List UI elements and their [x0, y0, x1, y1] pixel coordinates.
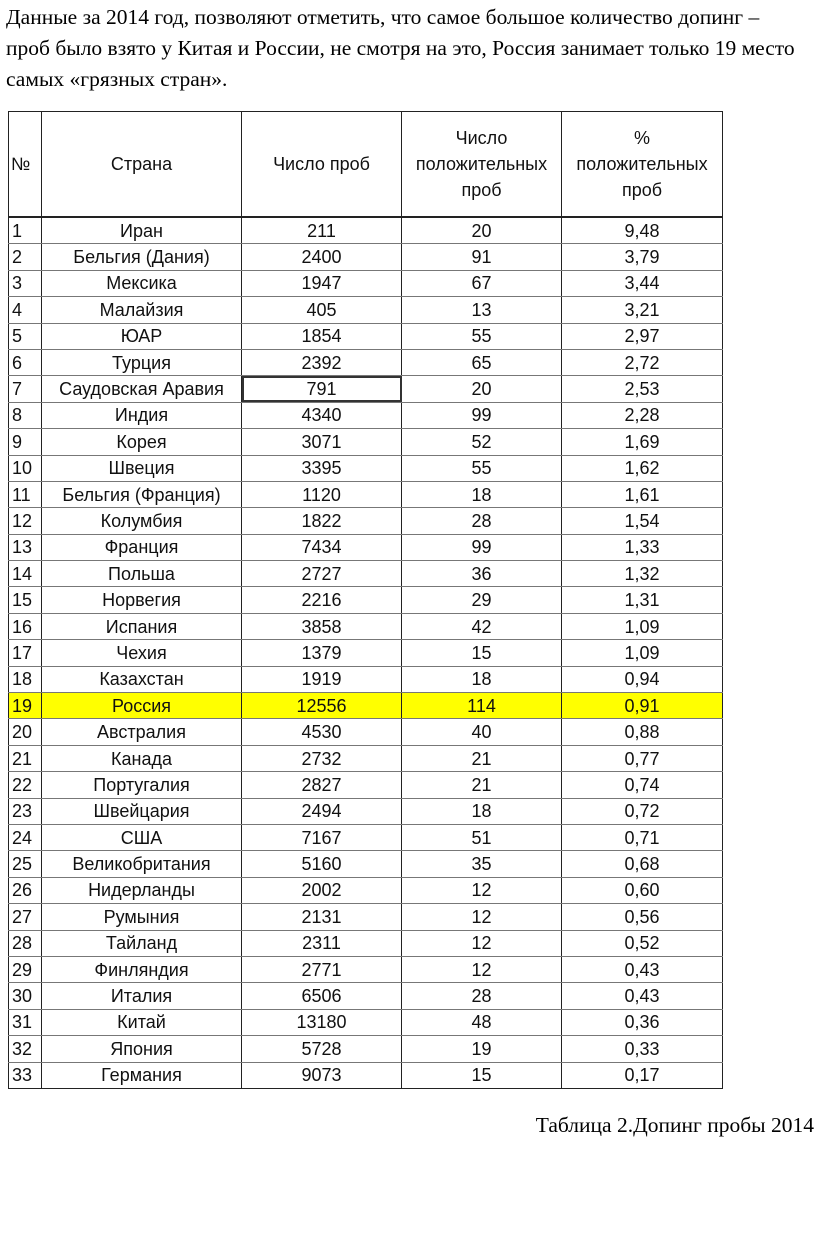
- positive-cell: 21: [402, 745, 562, 771]
- positive-cell: 12: [402, 956, 562, 982]
- country-cell: Испания: [42, 613, 242, 639]
- table-row: [9, 745, 723, 771]
- country-cell: Бельгия (Дания): [42, 244, 242, 270]
- tests-cell: 1822: [242, 508, 402, 534]
- country-cell: Мексика: [42, 270, 242, 296]
- percent-cell: 1,69: [562, 429, 723, 455]
- country-cell: Великобритания: [42, 851, 242, 877]
- positive-cell: 91: [402, 244, 562, 270]
- country-cell: Швеция: [42, 455, 242, 481]
- row-number: 24: [9, 824, 42, 850]
- positive-cell: 18: [402, 798, 562, 824]
- tests-cell: 12556: [242, 693, 402, 719]
- intro-paragraph: Данные за 2014 год, позволяют отметить, что самое большое количество допинг – проб было взято у Китая и России, не смотря на это, Россия занимает только 19 место самых «грязных стран».: [6, 5, 795, 91]
- tests-cell: 2002: [242, 877, 402, 903]
- positive-cell: 40: [402, 719, 562, 745]
- tests-cell: 3858: [242, 613, 402, 639]
- table-body: [9, 217, 723, 1088]
- row-number: 7: [9, 376, 42, 402]
- percent-cell: 1,54: [562, 508, 723, 534]
- percent-cell: 1,09: [562, 613, 723, 639]
- table-row: [9, 349, 723, 375]
- row-number: 3: [9, 270, 42, 296]
- table-row: [9, 534, 723, 560]
- table-row: [9, 244, 723, 270]
- percent-cell: 0,52: [562, 930, 723, 956]
- header-positive: Число положительных проб: [402, 112, 562, 218]
- table-row: [9, 613, 723, 639]
- row-number: 9: [9, 429, 42, 455]
- positive-cell: 99: [402, 534, 562, 560]
- country-cell: Германия: [42, 1062, 242, 1088]
- positive-cell: 18: [402, 481, 562, 507]
- row-number: 29: [9, 956, 42, 982]
- positive-cell: 48: [402, 1009, 562, 1035]
- positive-cell: 52: [402, 429, 562, 455]
- row-number: 20: [9, 719, 42, 745]
- table-row: [9, 1062, 723, 1088]
- country-cell: Финляндия: [42, 956, 242, 982]
- country-cell: Корея: [42, 429, 242, 455]
- percent-cell: 3,79: [562, 244, 723, 270]
- percent-cell: 0,56: [562, 904, 723, 930]
- tests-cell: 2727: [242, 561, 402, 587]
- country-cell: Колумбия: [42, 508, 242, 534]
- tests-cell: 2827: [242, 772, 402, 798]
- positive-cell: 15: [402, 640, 562, 666]
- row-number: 27: [9, 904, 42, 930]
- percent-cell: 0,88: [562, 719, 723, 745]
- positive-cell: 20: [402, 217, 562, 244]
- table-row: [9, 481, 723, 507]
- country-cell: США: [42, 824, 242, 850]
- positive-cell: 42: [402, 613, 562, 639]
- percent-cell: 3,44: [562, 270, 723, 296]
- positive-cell: 18: [402, 666, 562, 692]
- percent-cell: 1,09: [562, 640, 723, 666]
- table-row: [9, 772, 723, 798]
- table-row: [9, 429, 723, 455]
- tests-cell: 1379: [242, 640, 402, 666]
- row-number: 21: [9, 745, 42, 771]
- country-cell: Швейцария: [42, 798, 242, 824]
- percent-cell: 0,71: [562, 824, 723, 850]
- tests-cell: 4340: [242, 402, 402, 428]
- percent-cell: 0,72: [562, 798, 723, 824]
- percent-cell: 1,31: [562, 587, 723, 613]
- country-cell: Румыния: [42, 904, 242, 930]
- header-tests: Число проб: [242, 112, 402, 218]
- row-number: 11: [9, 481, 42, 507]
- table-caption: Таблица 2.Допинг пробы 2014: [535, 1113, 814, 1137]
- tests-cell: 3395: [242, 455, 402, 481]
- table-row: [9, 508, 723, 534]
- tests-cell: 5160: [242, 851, 402, 877]
- country-cell: Португалия: [42, 772, 242, 798]
- percent-cell: 1,32: [562, 561, 723, 587]
- positive-cell: 12: [402, 904, 562, 930]
- percent-cell: 2,97: [562, 323, 723, 349]
- positive-cell: 67: [402, 270, 562, 296]
- tests-cell: 1947: [242, 270, 402, 296]
- tests-cell: 2311: [242, 930, 402, 956]
- table-row: [9, 297, 723, 323]
- tests-cell: 5728: [242, 1036, 402, 1062]
- percent-cell: 9,48: [562, 217, 723, 244]
- percent-cell: 2,28: [562, 402, 723, 428]
- table-row: [9, 666, 723, 692]
- tests-cell: 2216: [242, 587, 402, 613]
- positive-cell: 51: [402, 824, 562, 850]
- table-row: [9, 1036, 723, 1062]
- country-cell: Чехия: [42, 640, 242, 666]
- table-row: [9, 824, 723, 850]
- row-number: 2: [9, 244, 42, 270]
- table-row: [9, 930, 723, 956]
- table-row: [9, 956, 723, 982]
- tests-cell: 2732: [242, 745, 402, 771]
- percent-cell: 2,72: [562, 349, 723, 375]
- positive-cell: 55: [402, 455, 562, 481]
- row-number: 15: [9, 587, 42, 613]
- tests-cell: 6506: [242, 983, 402, 1009]
- header-country: Страна: [42, 112, 242, 218]
- country-cell: Польша: [42, 561, 242, 587]
- country-cell: Нидерланды: [42, 877, 242, 903]
- row-number: 17: [9, 640, 42, 666]
- tests-cell: 2771: [242, 956, 402, 982]
- tests-cell: 3071: [242, 429, 402, 455]
- table-row: [9, 561, 723, 587]
- tests-cell: 4530: [242, 719, 402, 745]
- row-number: 1: [9, 217, 42, 244]
- doping-table-container: [8, 111, 722, 1089]
- row-number: 6: [9, 349, 42, 375]
- row-number: 12: [9, 508, 42, 534]
- table-row: [9, 983, 723, 1009]
- row-number: 14: [9, 561, 42, 587]
- percent-cell: 0,74: [562, 772, 723, 798]
- tests-cell: 405: [242, 297, 402, 323]
- table-row: [9, 640, 723, 666]
- positive-cell: 55: [402, 323, 562, 349]
- country-cell: Норвегия: [42, 587, 242, 613]
- positive-cell: 36: [402, 561, 562, 587]
- positive-cell: 20: [402, 376, 562, 402]
- positive-cell: 13: [402, 297, 562, 323]
- percent-cell: 1,33: [562, 534, 723, 560]
- row-number: 18: [9, 666, 42, 692]
- doping-tests-table: [8, 111, 723, 1089]
- table-row: [9, 455, 723, 481]
- table-row: [9, 270, 723, 296]
- country-cell: Франция: [42, 534, 242, 560]
- row-number: 30: [9, 983, 42, 1009]
- header-percent: % положительных проб: [562, 112, 723, 218]
- positive-cell: 35: [402, 851, 562, 877]
- positive-cell: 114: [402, 693, 562, 719]
- row-number: 10: [9, 455, 42, 481]
- country-cell: Россия: [42, 693, 242, 719]
- tests-cell: 2392: [242, 349, 402, 375]
- row-number: 32: [9, 1036, 42, 1062]
- country-cell: Тайланд: [42, 930, 242, 956]
- country-cell: ЮАР: [42, 323, 242, 349]
- row-number: 5: [9, 323, 42, 349]
- country-cell: Канада: [42, 745, 242, 771]
- country-cell: Италия: [42, 983, 242, 1009]
- table-row: [9, 904, 723, 930]
- positive-cell: 21: [402, 772, 562, 798]
- country-cell: Иран: [42, 217, 242, 244]
- tests-cell: 791: [242, 376, 402, 402]
- tests-cell: 1120: [242, 481, 402, 507]
- country-cell: Бельгия (Франция): [42, 481, 242, 507]
- tests-cell: 2131: [242, 904, 402, 930]
- row-number: 8: [9, 402, 42, 428]
- percent-cell: 1,62: [562, 455, 723, 481]
- tests-cell: 9073: [242, 1062, 402, 1088]
- row-number: 4: [9, 297, 42, 323]
- positive-cell: 28: [402, 508, 562, 534]
- row-number: 31: [9, 1009, 42, 1035]
- positive-cell: 19: [402, 1036, 562, 1062]
- row-number: 28: [9, 930, 42, 956]
- tests-cell: 2494: [242, 798, 402, 824]
- country-cell: Индия: [42, 402, 242, 428]
- row-number: 33: [9, 1062, 42, 1088]
- country-cell: Китай: [42, 1009, 242, 1035]
- table-header-row: [9, 112, 723, 218]
- percent-cell: 0,17: [562, 1062, 723, 1088]
- positive-cell: 15: [402, 1062, 562, 1088]
- tests-cell: 7167: [242, 824, 402, 850]
- percent-cell: 0,91: [562, 693, 723, 719]
- table-row: [9, 376, 723, 402]
- country-cell: Япония: [42, 1036, 242, 1062]
- percent-cell: 0,94: [562, 666, 723, 692]
- table-row-highlighted: [9, 693, 723, 719]
- positive-cell: 28: [402, 983, 562, 1009]
- tests-cell: 2400: [242, 244, 402, 270]
- percent-cell: 0,36: [562, 1009, 723, 1035]
- country-cell: Саудовская Аравия: [42, 376, 242, 402]
- row-number: 26: [9, 877, 42, 903]
- row-number: 19: [9, 693, 42, 719]
- tests-cell: 211: [242, 217, 402, 244]
- percent-cell: 0,77: [562, 745, 723, 771]
- percent-cell: 2,53: [562, 376, 723, 402]
- table-row: [9, 877, 723, 903]
- positive-cell: 12: [402, 930, 562, 956]
- percent-cell: 0,60: [562, 877, 723, 903]
- tests-cell: 7434: [242, 534, 402, 560]
- positive-cell: 12: [402, 877, 562, 903]
- row-number: 22: [9, 772, 42, 798]
- header-number: №: [9, 112, 42, 218]
- country-cell: Малайзия: [42, 297, 242, 323]
- table-row: [9, 719, 723, 745]
- table-row: [9, 587, 723, 613]
- percent-cell: 1,61: [562, 481, 723, 507]
- percent-cell: 0,68: [562, 851, 723, 877]
- percent-cell: 0,43: [562, 956, 723, 982]
- percent-cell: 3,21: [562, 297, 723, 323]
- tests-cell: 1919: [242, 666, 402, 692]
- row-number: 25: [9, 851, 42, 877]
- tests-cell: 1854: [242, 323, 402, 349]
- positive-cell: 29: [402, 587, 562, 613]
- table-row: [9, 217, 723, 244]
- percent-cell: 0,43: [562, 983, 723, 1009]
- table-row: [9, 1009, 723, 1035]
- row-number: 13: [9, 534, 42, 560]
- country-cell: Турция: [42, 349, 242, 375]
- percent-cell: 0,33: [562, 1036, 723, 1062]
- table-row: [9, 323, 723, 349]
- table-row: [9, 798, 723, 824]
- table-row: [9, 402, 723, 428]
- row-number: 23: [9, 798, 42, 824]
- table-row: [9, 851, 723, 877]
- country-cell: Австралия: [42, 719, 242, 745]
- country-cell: Казахстан: [42, 666, 242, 692]
- tests-cell: 13180: [242, 1009, 402, 1035]
- positive-cell: 65: [402, 349, 562, 375]
- positive-cell: 99: [402, 402, 562, 428]
- row-number: 16: [9, 613, 42, 639]
